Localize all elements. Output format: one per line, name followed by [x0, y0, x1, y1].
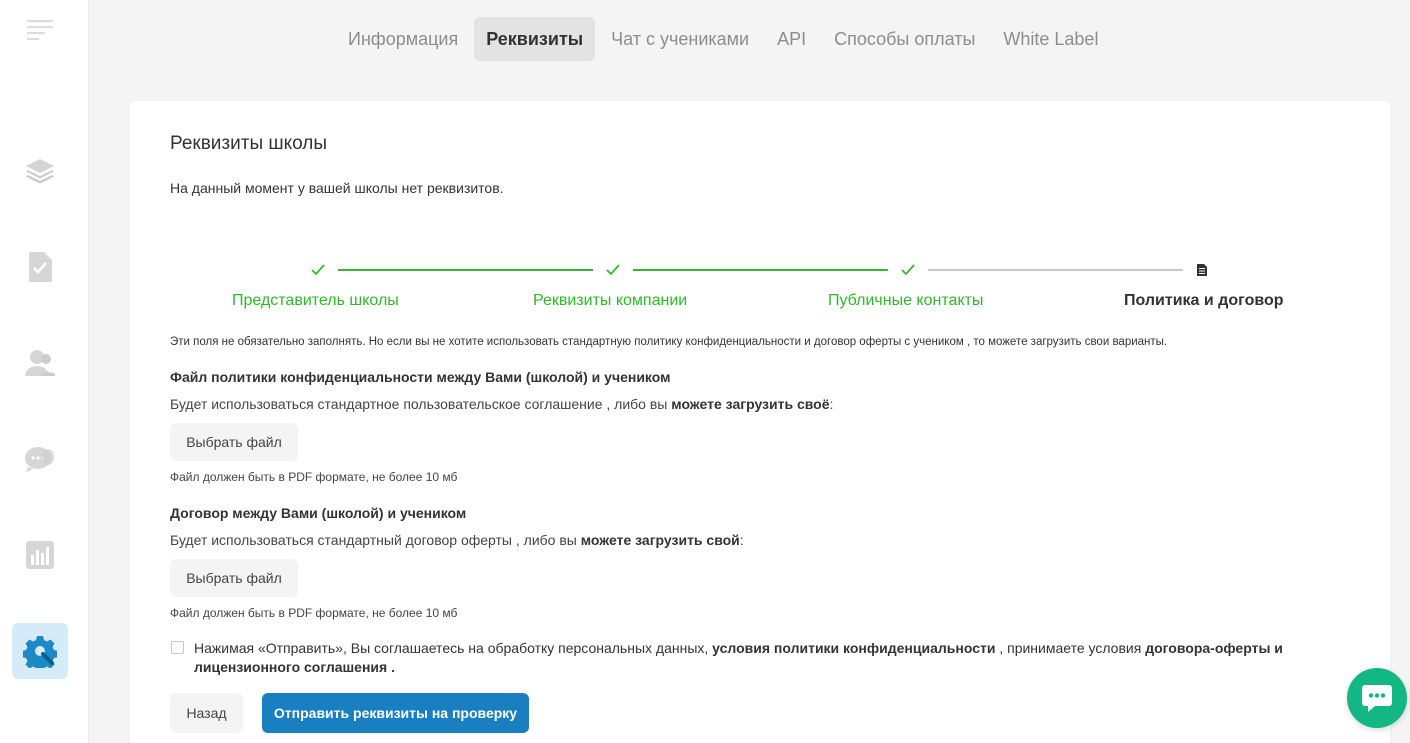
tab-payment-methods[interactable]: Способы оплаты	[834, 28, 976, 49]
settings-icon[interactable]	[12, 623, 68, 679]
contract-file-button[interactable]: Выбрать файл	[170, 559, 298, 597]
document-check-icon[interactable]	[12, 239, 68, 295]
privacy-file-button[interactable]: Выбрать файл	[170, 423, 298, 461]
step-label-contacts: Публичные контакты	[828, 292, 984, 309]
contract-file-hint: Файл должен быть в PDF формате, не более 10 мб	[170, 606, 458, 620]
consent-text: Нажимая «Отправить», Вы соглашаетесь на обработку персональных данных, условия политики конфиденциальности , принимаете условия договора-оферты и лицензионного соглашения .	[194, 640, 1283, 675]
step-label-policy: Политика и договор	[1124, 292, 1284, 309]
layers-icon[interactable]	[12, 143, 68, 199]
step-label-company: Реквизиты компании	[533, 292, 688, 309]
support-chat-button[interactable]	[1347, 668, 1407, 728]
contract-section-title: Договор между Вами (школой) и учеником	[170, 505, 467, 521]
tab-api[interactable]: API	[777, 28, 807, 49]
privacy-file-hint: Файл должен быть в PDF формате, не более 10 мб	[170, 470, 458, 484]
no-requisites-message: На данный момент у вашей школы нет реквизитов.	[170, 180, 504, 196]
tab-student-chat[interactable]: Чат с учениками	[611, 28, 750, 49]
submit-requisites-button[interactable]: Отправить реквизиты на проверку	[262, 693, 529, 733]
check-icon	[605, 263, 621, 277]
contract-section-text: Будет использоваться стандартный договор оферты , либо вы можете загрузить свой:	[170, 532, 744, 548]
check-icon	[900, 263, 916, 277]
consent-checkbox[interactable]	[171, 641, 184, 654]
privacy-section-text: Будет использоваться стандартное пользовательское соглашение , либо вы можете загрузить своё:	[170, 396, 834, 412]
analytics-icon[interactable]	[12, 527, 68, 583]
optional-note: Эти поля не обязательно заполнять. Но если вы не хотите использовать стандартную политику конфиденциальности и договор оферты с учеником , то можете загрузить свои варианты.	[170, 336, 1168, 348]
requisites-card	[130, 101, 1390, 743]
tab-requisites[interactable]: Реквизиты	[474, 17, 595, 61]
sidebar	[0, 0, 89, 743]
tab-white-label[interactable]: White Label	[1003, 28, 1099, 49]
stepper-line-3	[928, 269, 1183, 271]
privacy-section-title: Файл политики конфиденциальности между Вами (школой) и учеником	[170, 369, 671, 385]
document-icon	[1196, 263, 1208, 277]
step-label-representative: Представитель школы	[232, 292, 399, 309]
stepper-line-1	[338, 269, 593, 271]
stepper-line-2	[633, 269, 888, 271]
users-icon[interactable]	[12, 335, 68, 391]
back-button[interactable]: Назад	[170, 693, 243, 733]
check-icon	[310, 263, 326, 277]
page-title: Реквизиты школы	[170, 133, 328, 154]
menu-icon[interactable]	[12, 1, 68, 57]
chat-icon[interactable]	[12, 431, 68, 487]
tab-info[interactable]: Информация	[348, 28, 459, 49]
chat-bubble-icon	[1361, 683, 1393, 713]
tabs-bar	[336, 17, 1114, 61]
